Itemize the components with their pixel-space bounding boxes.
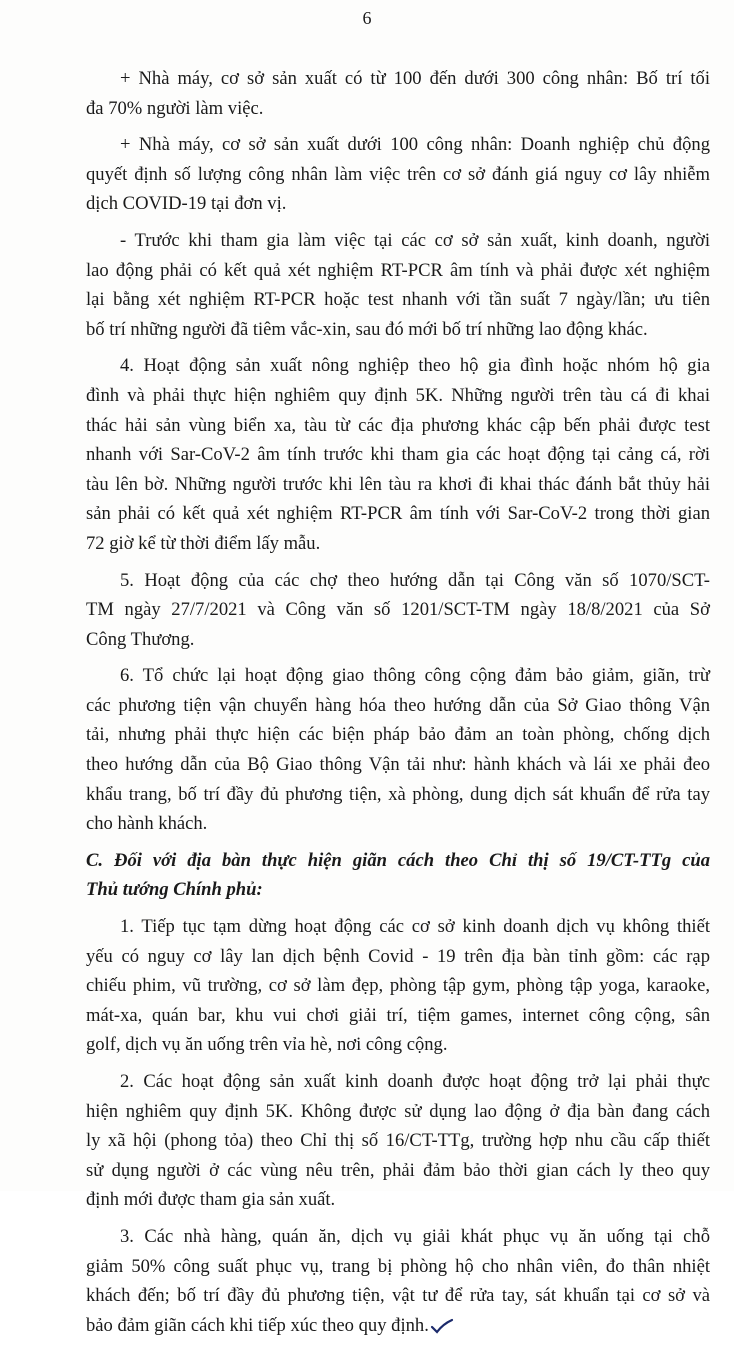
paragraph-c-item-3 xyxy=(86,1222,710,1340)
text-line: 5. Hoạt động của các chợ theo hướng dẫn tại Công văn số 1070/SCT- xyxy=(120,569,710,591)
text-line: cho hành khách. xyxy=(86,813,208,835)
text-line: - Trước khi tham gia làm việc tại các cơ sở sản xuất, kinh doanh, người xyxy=(120,229,710,251)
text-line: tải, nhưng phải thực hiện các biện pháp bảo đảm an toàn phòng, chống dịch xyxy=(86,724,710,746)
text-line: tàu lên bờ. Những người trước khi lên tàu ra khơi đi khai thác đánh bắt thủy hải xyxy=(86,473,710,495)
text-line: Công Thương. xyxy=(86,628,195,650)
page-number: 6 xyxy=(362,8,372,28)
paragraph-factory-under-100 xyxy=(86,130,710,219)
paragraph-item-6-transport xyxy=(86,661,710,839)
paragraph-testing-before-work xyxy=(86,226,710,344)
paragraph-c-item-1 xyxy=(86,912,710,1060)
text-line: 4. Hoạt động sản xuất nông nghiệp theo hộ gia đình hoặc nhóm hộ gia xyxy=(120,355,710,377)
text-line: 3. Các nhà hàng, quán ăn, dịch vụ giải khát phục vụ ăn uống tại chỗ xyxy=(120,1225,710,1247)
text-line: bố trí những người đã tiêm vắc-xin, sau đó mới bố trí những lao động khác. xyxy=(86,318,648,340)
text-line: yếu có nguy cơ lây lan dịch bệnh Covid - 19 trên địa bàn tỉnh gồm: các rạp xyxy=(86,945,710,967)
text-line: mát-xa, quán bar, khu vui chơi giải trí, tiệm games, internet công cộng, sân xyxy=(86,1004,710,1026)
text-line: 72 giờ kể từ thời điểm lấy mẫu. xyxy=(86,532,321,554)
text-line: quyết định số lượng công nhân làm việc trên cơ sở đánh giá nguy cơ lây nhiễm xyxy=(86,163,710,185)
text-line: các phương tiện vận chuyển hàng hóa theo hướng dẫn của Sở Giao thông Vận xyxy=(86,694,710,716)
text-line: nhanh với Sar-CoV-2 âm tính trước khi tham gia các hoạt động tại cảng cá, rời xyxy=(86,444,710,466)
text-line: sử dụng người ở các vùng nêu trên, phải đảm bảo thời gian cách ly theo quy xyxy=(86,1159,710,1181)
text-line: khách đến; bố trí đầy đủ phương tiện, vật tư để rửa tay, sát khuẩn tại cơ sở và xyxy=(86,1285,710,1307)
text-line: đa 70% người làm việc. xyxy=(86,97,264,119)
text-line: chiếu phim, vũ trường, cơ sở làm đẹp, phòng tập gym, phòng tập yoga, karaoke, xyxy=(86,975,710,997)
text-line: 2. Các hoạt động sản xuất kinh doanh được hoạt động trở lại phải thực xyxy=(120,1071,710,1092)
text-line: hiện nghiêm quy định 5K. Không được sử dụng lao động ở địa bàn đang cách xyxy=(86,1100,710,1122)
paragraph-factory-100-300 xyxy=(86,64,710,123)
text-line: thác hải sản vùng biển xa, tàu từ các địa phương khác cập bến phải được test xyxy=(86,414,710,436)
text-line: ly xã hội (phong tỏa) theo Chỉ thị số 16/CT-TTg, trường hợp nhu cầu cấp thiết xyxy=(86,1130,710,1152)
text-line: bảo đảm giãn cách khi tiếp xúc theo quy định. xyxy=(86,1311,710,1341)
text-line: lao động phải có kết quả xét nghiệm RT-PCR âm tính và phải được xét nghiệm xyxy=(86,259,710,281)
text-line: sản phải có kết quả xét nghiệm RT-PCR âm tính với Sar-CoV-2 trong thời gian xyxy=(86,503,710,525)
initial-check-mark-icon xyxy=(430,1318,454,1334)
paragraph-c-item-2 xyxy=(86,1067,710,1215)
document-body xyxy=(86,64,710,1347)
text-line: Thủ tướng Chính phủ: xyxy=(86,879,263,901)
text-line: theo hướng dẫn của Bộ Giao thông Vận tải như: hành khách và lái xe phải đeo xyxy=(86,754,710,776)
text-line: giảm 50% công suất phục vụ, trang bị phòng hộ cho nhân viên, đo thân nhiệt xyxy=(86,1255,710,1277)
text-line: golf, dịch vụ ăn uống trên vỉa hè, nơi công cộng. xyxy=(86,1034,448,1056)
paragraph-item-4-agriculture xyxy=(86,351,710,558)
text-line: 1. Tiếp tục tạm dừng hoạt động các cơ sở kinh doanh dịch vụ không thiết xyxy=(120,916,710,938)
text-line: lại bằng xét nghiệm RT-PCR hoặc test nhanh với tần suất 7 ngày/lần; ưu tiên xyxy=(86,289,710,311)
text-line: 6. Tổ chức lại hoạt động giao thông công cộng đảm bảo giảm, giãn, trừ xyxy=(120,665,710,687)
text-line: + Nhà máy, cơ sở sản xuất dưới 100 công nhân: Doanh nghiệp chủ động xyxy=(120,134,710,156)
text-line: dịch COVID-19 tại đơn vị. xyxy=(86,193,287,215)
text-line: khẩu trang, bố trí đầy đủ phương tiện, xà phòng, dung dịch sát khuẩn để rửa tay xyxy=(86,783,710,805)
text-line: định mới được tham gia sản xuất. xyxy=(86,1189,336,1211)
text-line: đình và phải thực hiện nghiêm quy định 5K. Những người trên tàu cá đi khai xyxy=(86,384,710,406)
paragraph-section-c-heading xyxy=(86,846,710,905)
paragraph-item-5-markets xyxy=(86,566,710,655)
text-line: + Nhà máy, cơ sở sản xuất có từ 100 đến dưới 300 công nhân: Bố trí tối xyxy=(120,68,710,89)
text-line: C. Đối với địa bàn thực hiện giãn cách theo Chỉ thị số 19/CT-TTg của xyxy=(86,849,710,871)
text-line: TM ngày 27/7/2021 và Công văn số 1201/SCT-TM ngày 18/8/2021 của Sở xyxy=(86,599,710,621)
